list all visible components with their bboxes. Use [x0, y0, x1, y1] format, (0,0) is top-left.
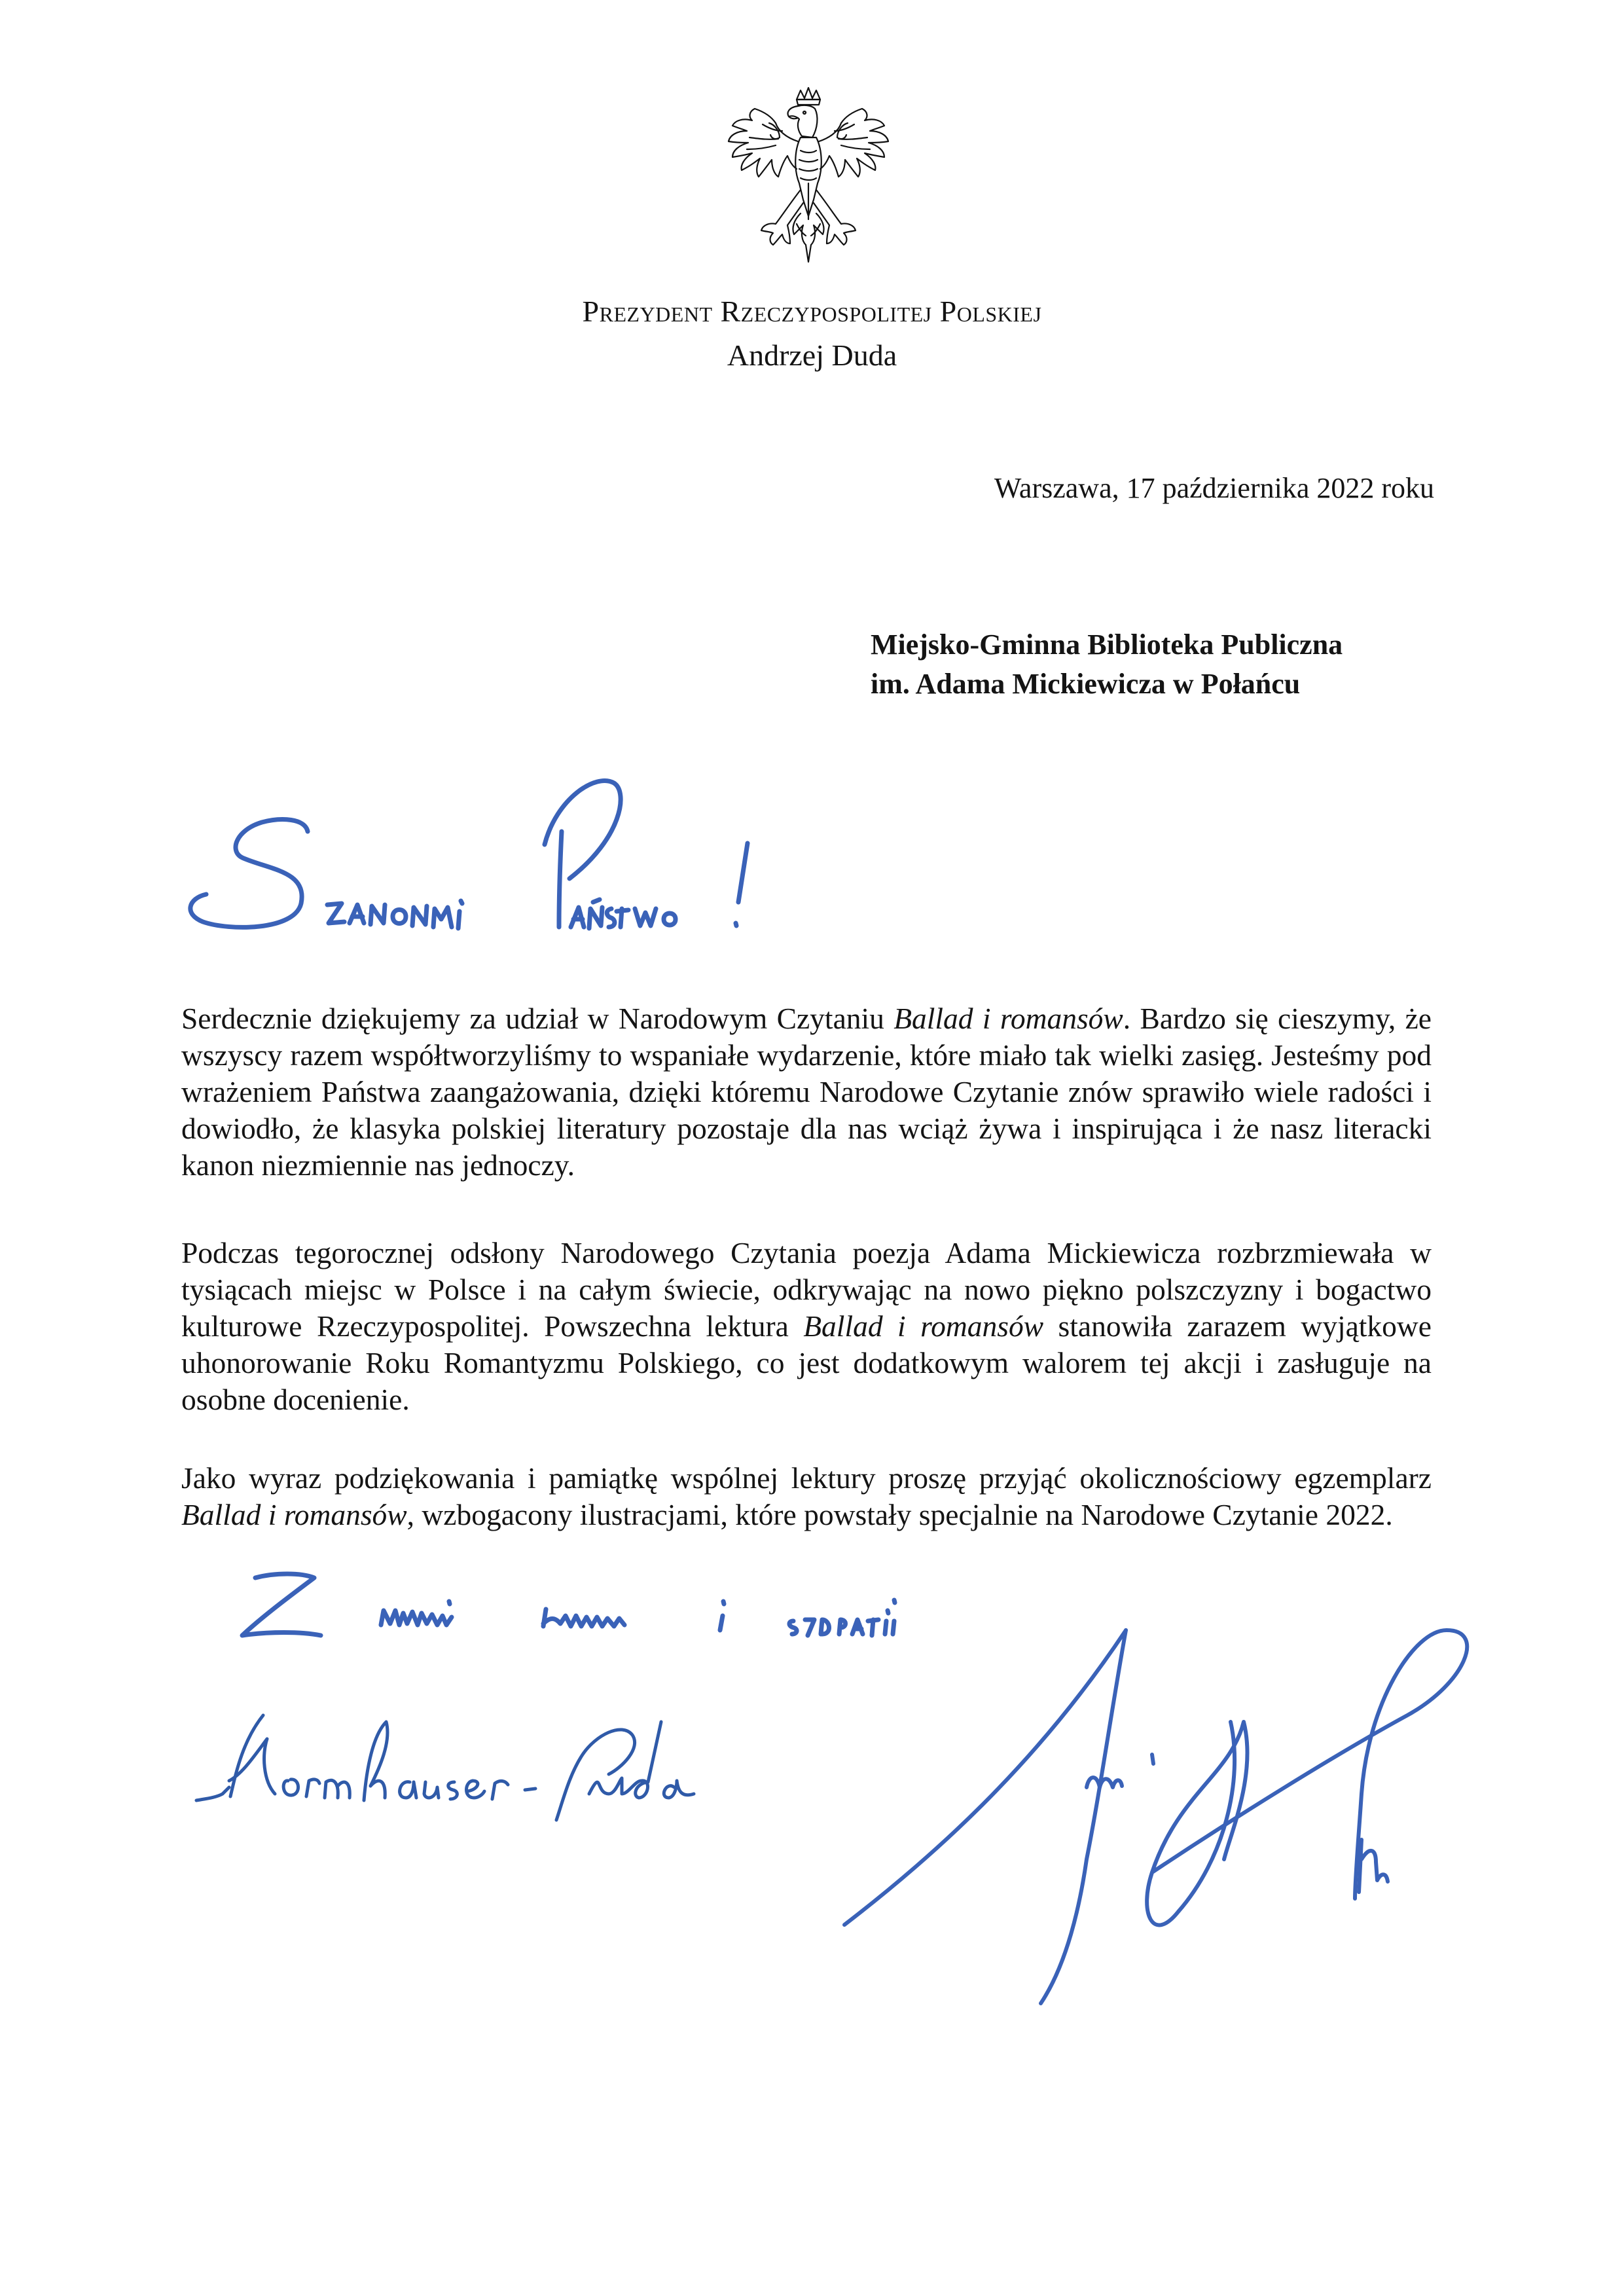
book-title: Ballad i romansów: [893, 1002, 1123, 1035]
office-holder-name: Andrzej Duda: [727, 338, 897, 372]
office-title: Prezydent Rzeczypospolitej Polskiej: [582, 295, 1042, 328]
book-title: Ballad i romansów: [181, 1498, 407, 1531]
white-eagle-emblem-icon: [723, 85, 893, 275]
handwritten-salutation: [177, 759, 779, 956]
book-title: Ballad i romansów: [803, 1309, 1044, 1343]
date-line: Warszawa, 17 października 2022 roku: [994, 472, 1434, 504]
body-paragraph-1: [181, 1000, 1432, 1184]
signature-left: [190, 1702, 785, 1827]
addressee-line-2: im. Adama Mickiewicza w Połańcu: [871, 668, 1301, 700]
paragraph-text: , wzbogacony ilustracjami, które powstały specjalnie na Narodowe Czytanie 2022.: [406, 1498, 1393, 1531]
addressee-line-1: Miejsko-Gminna Biblioteka Publiczna: [871, 629, 1343, 661]
addressee-block: [871, 625, 1343, 704]
body-paragraph-2: [181, 1235, 1432, 1418]
paragraph-text: . Bardzo się cieszymy, że wszyscy razem współtworzyliśmy to wspaniałe wydarzenie, które miało tak wielki zasięg. Jesteśmy pod wrażeniem Państwa zaangażowania, dzięki któremu Narodowe Czytanie znów sprawiło wiele radości i dowiodło, że klasyka polskiej literatury pozostaje dla nas wciąż żywa i inspirująca i że nasz literacki kanon niezmiennie nas jednoczy.: [181, 1002, 1432, 1182]
signature-right: [838, 1624, 1479, 2082]
paragraph-text: Podczas tegorocznej odsłony Narodowego Czytania poezja Adama Mickiewicza rozbrzmiewała w tysiącach miejsc w Polsce i na całym świecie, odkrywając na nowo piękno polszczyzny i bogactwo kulturowe Rzeczypospolitej. Powszechna lektura: [181, 1236, 1432, 1343]
paragraph-text: Jako wyraz podziękowania i pamiątkę wspólnej lektury proszę przyjąć okolicznościowy egzemplarz: [181, 1461, 1432, 1495]
body-paragraph-3: [181, 1460, 1432, 1533]
paragraph-text: Serdecznie dziękujemy za udział w Narodowym Czytaniu: [181, 1002, 894, 1035]
paragraph-text: stanowiła zarazem wyjątkowe uhonorowanie Roku Romantyzmu Polskiego, co jest dodatkowym walorem tej akcji i zasługuje na osobne docenienie.: [181, 1309, 1432, 1416]
